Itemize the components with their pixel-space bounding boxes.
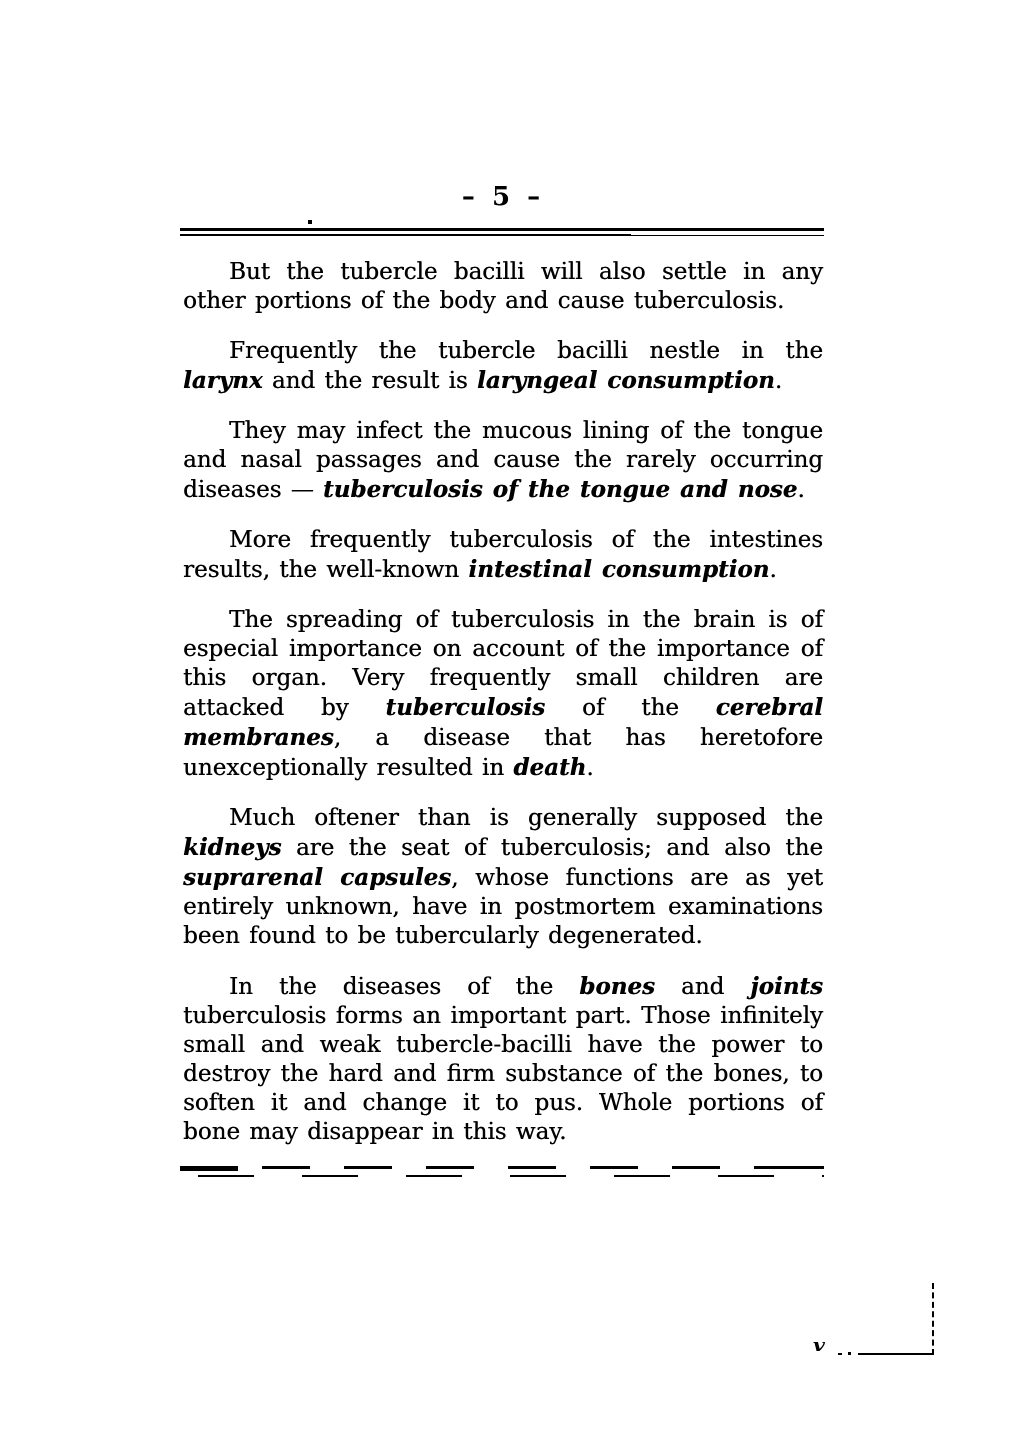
- bottom-rule-left-cap: [180, 1166, 238, 1171]
- top-rule-line-1: [180, 228, 824, 231]
- body-text: tuberculosis forms an important part. Those infinitely small and weak tubercle-bacilli have the power to destroy the hard and firm substance of the bones, to soften it and change it to pus. Whole portions of bone may disappear in this way.: [183, 1003, 823, 1145]
- body-text: .: [586, 755, 594, 781]
- body-text: and: [654, 974, 751, 1000]
- page-edge-fold-mark-vertical: [932, 1283, 934, 1355]
- body-text: Much oftener than is generally supposed the: [229, 805, 823, 831]
- emphasized-text: kidneys: [183, 834, 282, 861]
- emphasized-text: larynx: [183, 367, 263, 394]
- body-text: are the seat of tuberculosis; and also the: [281, 835, 823, 861]
- paragraph: [183, 417, 823, 505]
- paragraph: [183, 972, 823, 1147]
- stray-ink-mark: v: [813, 1336, 825, 1356]
- body-text: Frequently the tubercle bacilli nestle in the: [229, 338, 823, 364]
- bottom-rule-line-1: [180, 1166, 824, 1169]
- emphasized-text: death: [513, 754, 587, 781]
- emphasized-text: laryngeal consumption: [477, 367, 775, 394]
- body-text: But the tubercle bacilli will also settle in any other portions of the body and cause tuberculosis.: [183, 259, 823, 314]
- bottom-rule-line-2: [180, 1175, 824, 1177]
- paragraph: [183, 258, 823, 316]
- body-text: , whose functions are as yet entirely unknown, have in postmortem examinations been found to be tubercularly degenerated.: [183, 865, 823, 949]
- bottom-rule: [180, 1166, 824, 1177]
- top-rule-line-3: [180, 235, 824, 236]
- emphasized-text: suprarenal capsules: [183, 864, 452, 891]
- scan-speck: [308, 220, 312, 224]
- body-text: They may infect the mucous lining of the tongue and nasal passages and cause the rarely occurring diseases —: [183, 418, 823, 503]
- body-text: and the result is: [262, 368, 478, 394]
- emphasized-text: tuberculosis of the tongue and nose: [323, 476, 798, 503]
- scan-speck: [848, 1352, 851, 1355]
- paragraph: [183, 337, 823, 396]
- body-text: of the: [545, 695, 716, 721]
- bottom-rule-right-cap: [768, 1166, 824, 1169]
- paragraph: [183, 526, 823, 585]
- text-block: [183, 258, 823, 1168]
- paragraph: [183, 606, 823, 783]
- scan-speck: [838, 1353, 842, 1355]
- top-rule: [180, 228, 824, 236]
- paragraph: [183, 804, 823, 951]
- body-text: , a disease that has heretofore unexceptionally resulted in: [183, 725, 823, 781]
- body-text: In the diseases of the: [229, 974, 580, 1000]
- emphasized-text: joints: [750, 973, 824, 1000]
- body-text: .: [769, 557, 777, 583]
- body-text: .: [774, 368, 783, 394]
- emphasized-text: tuberculosis: [385, 694, 546, 721]
- body-text: .: [797, 477, 805, 503]
- page-edge-fold-mark-horizontal: [858, 1353, 934, 1355]
- body-text: The spreading of tuberculosis in the brain is of especial importance on account of the importance of this organ. Very frequently small children are attacked by: [183, 607, 823, 721]
- emphasized-text: cerebral membranes: [183, 694, 823, 751]
- body-text: More frequently tuberculosis of the intestines results, the well-known: [183, 527, 823, 583]
- emphasized-text: bones: [579, 973, 655, 1000]
- emphasized-text: intestinal consumption: [468, 556, 770, 583]
- page-number: – 5 –: [461, 182, 545, 212]
